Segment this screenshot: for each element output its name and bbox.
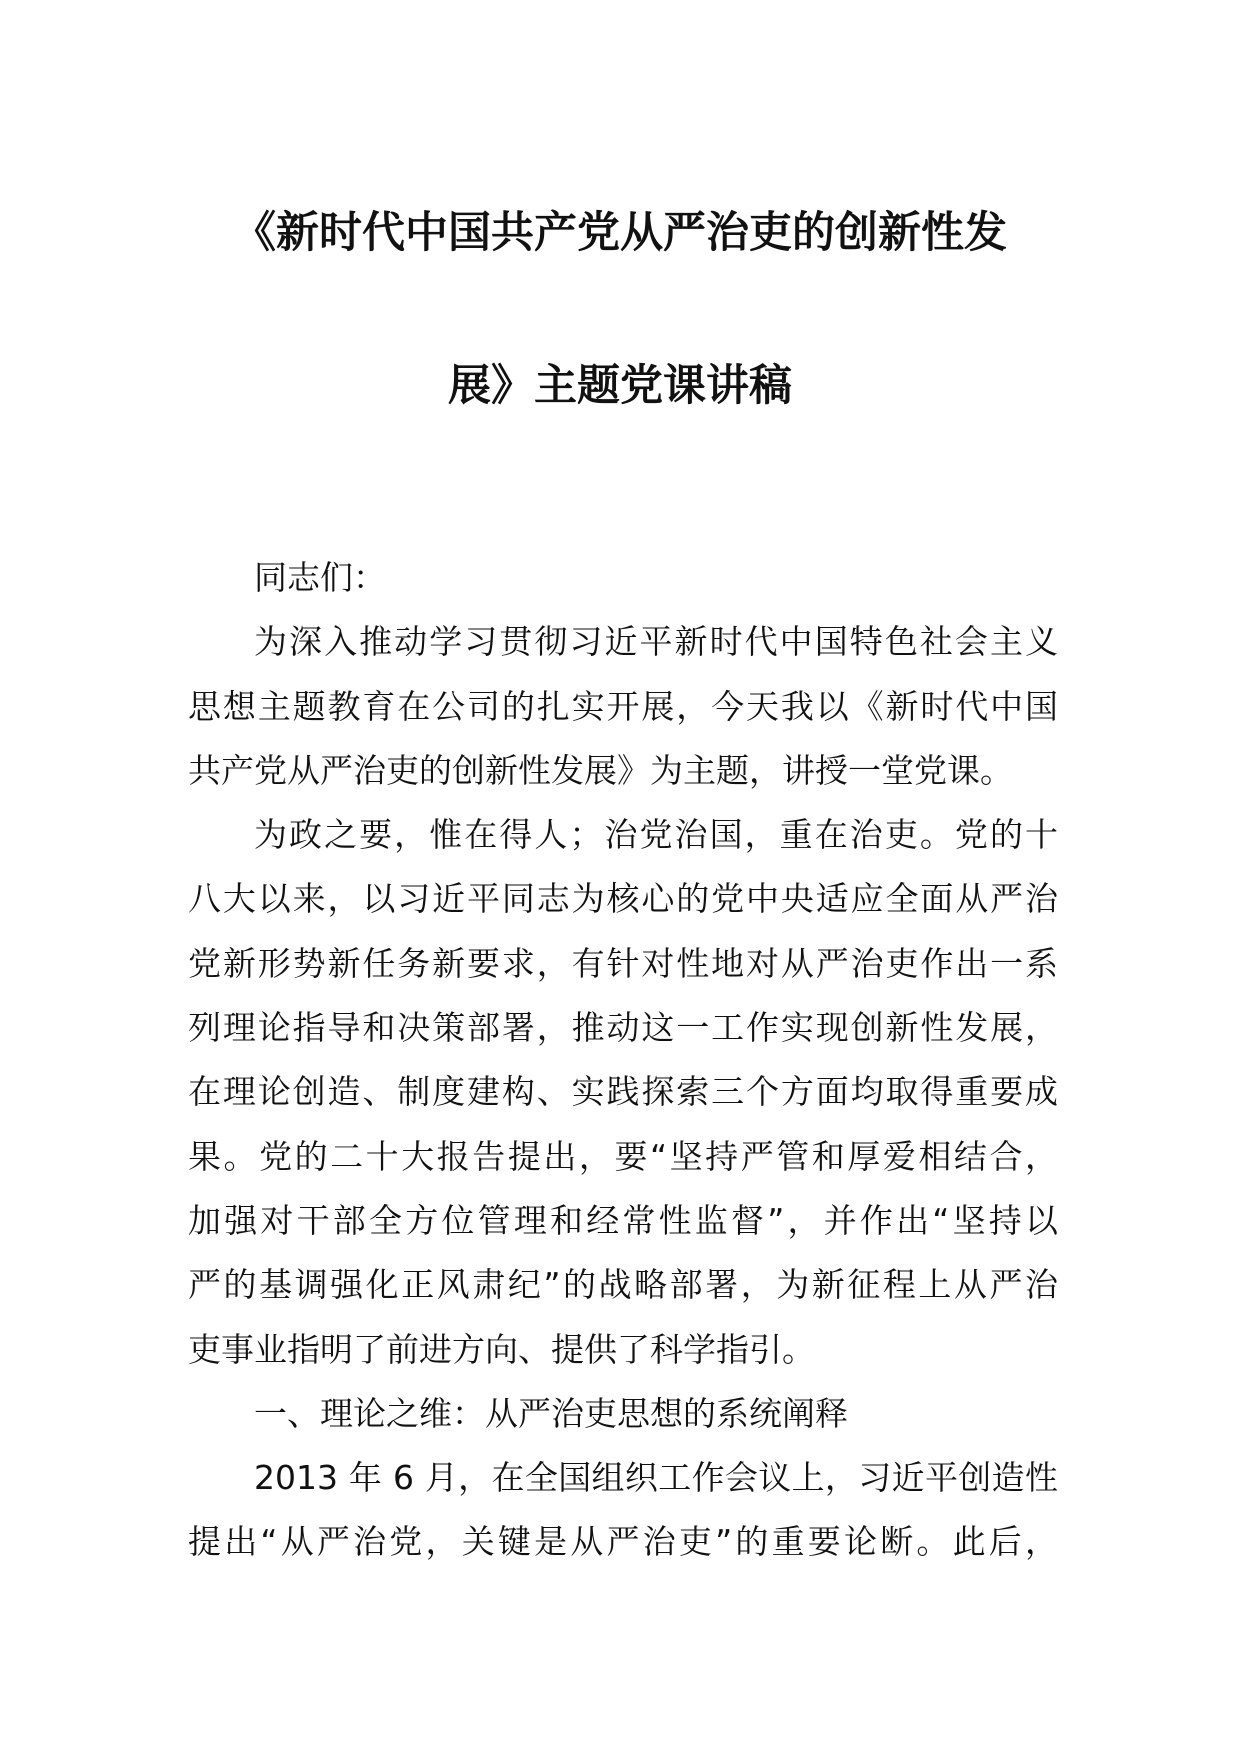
section-heading xyxy=(188,1382,1058,1446)
text-line: 一、理论之维：从严治吏思想的系统阐释 xyxy=(254,1393,848,1433)
document-title-line-2: 展》主题党课讲稿 xyxy=(448,361,792,411)
paragraph-background xyxy=(188,803,1058,1382)
text-line: 八大以来，以习近平同志为核心的党中央适应全面从严治 xyxy=(188,879,1058,919)
text-line: 为政之要，惟在得人；治党治国，重在治吏。党的十 xyxy=(254,815,1058,855)
text-line: 党新形势新任务新要求，有针对性地对从严治吏作出一系 xyxy=(188,943,1058,983)
text-line: 吏事业指明了前进方向、提供了科学指引。 xyxy=(188,1329,815,1369)
text-line: 严的基调强化正风肃纪”的战略部署，为新征程上从严治 xyxy=(188,1265,1058,1305)
document-body xyxy=(188,546,1058,1575)
paragraph-salutation xyxy=(188,546,1058,610)
text-line: 同志们： xyxy=(254,558,386,597)
text-line: 列理论指导和决策部署，推动这一工作实现创新性发展， xyxy=(188,1008,1058,1048)
text-line: 思想主题教育在公司的扎实开展，今天我以《新时代中国 xyxy=(188,686,1058,726)
text-line: 在理论创造、制度建构、实践探索三个方面均取得重要成 xyxy=(188,1072,1058,1112)
text-line: 为深入推动学习贯彻习近平新时代中国特色社会主义 xyxy=(254,622,1058,662)
document-title-line-1: 《新时代中国共产党从严治吏的创新性发 xyxy=(233,208,1007,258)
paragraph-section-1 xyxy=(188,1446,1058,1575)
text-line: 果。党的二十大报告提出，要“坚持严管和厚爱相结合， xyxy=(188,1136,1058,1176)
text-line: 加强对干部全方位管理和经常性监督”，并作出“坚持以 xyxy=(188,1200,1058,1240)
text-line: 提出“从严治党，关键是从严治吏”的重要论断。此后， xyxy=(188,1522,1058,1562)
paragraph-intro xyxy=(188,610,1058,803)
text-line: 2013 年 6 月，在全国组织工作会议上，习近平创造性 xyxy=(254,1458,1058,1498)
text-line: 共产党从严治吏的创新性发展》为主题，讲授一堂党课。 xyxy=(188,750,1013,790)
